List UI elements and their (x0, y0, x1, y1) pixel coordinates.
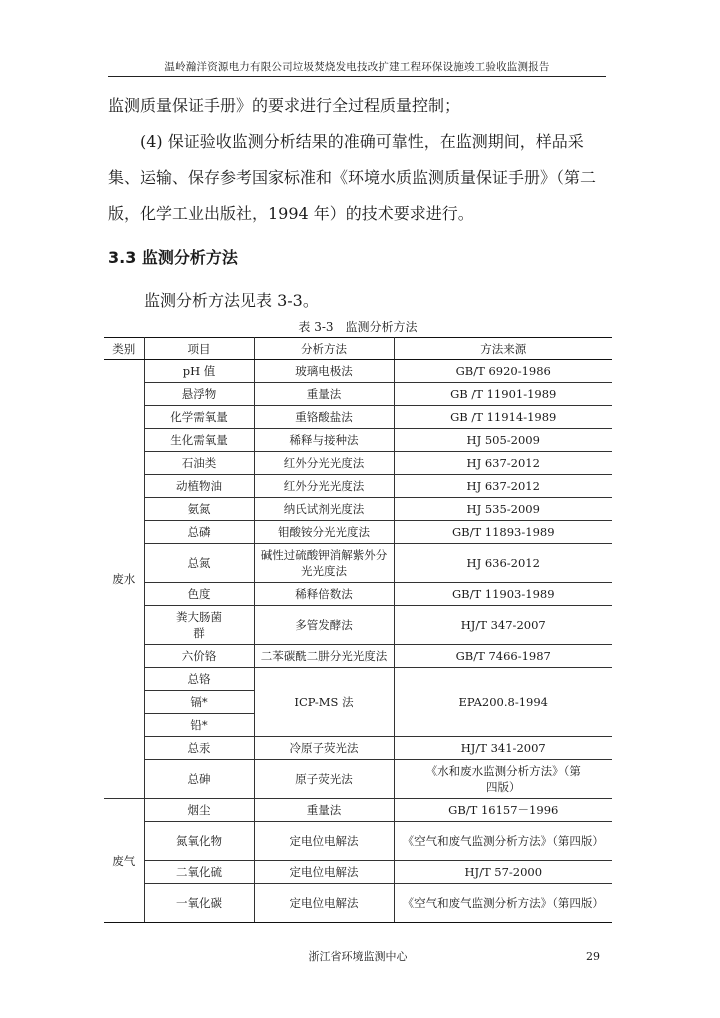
cell-method: 稀释与接种法 (254, 429, 394, 452)
cell-item: 铅* (144, 714, 254, 737)
cell-method: 定电位电解法 (254, 822, 394, 861)
table-row (104, 737, 612, 760)
cell-item: 总磷 (144, 521, 254, 544)
cell-method: 玻璃电极法 (254, 360, 394, 383)
table-row (104, 884, 612, 923)
cell-item: 粪大肠菌群 (144, 606, 254, 645)
cell-source: GB /T 11914-1989 (394, 406, 612, 429)
table-row (104, 521, 612, 544)
header-method: 分析方法 (254, 338, 394, 360)
table-row (104, 606, 612, 645)
cell-item: 总汞 (144, 737, 254, 760)
cell-source: HJ/T 341-2007 (394, 737, 612, 760)
cell-item: 二氧化硫 (144, 861, 254, 884)
paragraph-continuation: 监测质量保证手册》的要求进行全过程质量控制； (108, 96, 461, 115)
table-row (104, 799, 612, 822)
cell-item: 色度 (144, 583, 254, 606)
cell-method: 红外分光光度法 (254, 452, 394, 475)
cell-method: 二苯碳酰二肼分光光度法 (254, 645, 394, 668)
cell-method: 多管发酵法 (254, 606, 394, 645)
cell-source: GB/T 11903-1989 (394, 583, 612, 606)
cell-item: 总铬 (144, 668, 254, 691)
page-number: 29 (586, 950, 600, 963)
cell-method: 重量法 (254, 383, 394, 406)
cell-method: 重量法 (254, 799, 394, 822)
cell-method: 稀释倍数法 (254, 583, 394, 606)
table-row (104, 760, 612, 799)
cell-source-merged: EPA200.8-1994 (394, 668, 612, 737)
table-row (104, 360, 612, 383)
cell-method: 钼酸铵分光光度法 (254, 521, 394, 544)
cell-source: GB/T 11893-1989 (394, 521, 612, 544)
header-source: 方法来源 (394, 338, 612, 360)
cell-method: 纳氏试剂光度法 (254, 498, 394, 521)
cell-item: 一氧化碳 (144, 884, 254, 923)
cell-source: GB/T 7466-1987 (394, 645, 612, 668)
cell-method: 碱性过硫酸钾消解紫外分光光度法 (254, 544, 394, 583)
cell-source: HJ 505-2009 (394, 429, 612, 452)
cell-item: 动植物油 (144, 475, 254, 498)
table-row (104, 822, 612, 861)
cell-source: GB/T 16157－1996 (394, 799, 612, 822)
cell-source: GB /T 11901-1989 (394, 383, 612, 406)
section-title: 3.3 监测分析方法 (108, 248, 238, 267)
table-row (104, 498, 612, 521)
table-row (104, 645, 612, 668)
cell-source: HJ/T 57-2000 (394, 861, 612, 884)
cell-source: 《空气和废气监测分析方法》（第四版） (394, 884, 612, 923)
cell-item: 总砷 (144, 760, 254, 799)
cell-source: HJ 535-2009 (394, 498, 612, 521)
cell-item: 氮氧化物 (144, 822, 254, 861)
category-exhaust-gas: 废气 (104, 799, 144, 923)
cell-source: HJ/T 347-2007 (394, 606, 612, 645)
cell-item: 六价铬 (144, 645, 254, 668)
page-header: 温岭瀚洋资源电力有限公司垃圾焚烧发电技改扩建工程环保设施竣工验收监测报告 (108, 58, 606, 77)
table-row (104, 383, 612, 406)
cell-item: 悬浮物 (144, 383, 254, 406)
cell-source: GB/T 6920-1986 (394, 360, 612, 383)
cell-item: pH 值 (144, 360, 254, 383)
cell-method: 定电位电解法 (254, 884, 394, 923)
cell-method-merged: ICP-MS 法 (254, 668, 394, 737)
cell-item: 总氮 (144, 544, 254, 583)
table-row (104, 429, 612, 452)
cell-source: HJ 636-2012 (394, 544, 612, 583)
cell-method: 红外分光光度法 (254, 475, 394, 498)
table-row (104, 861, 612, 884)
category-wastewater: 废水 (104, 360, 144, 799)
cell-method: 重铬酸盐法 (254, 406, 394, 429)
cell-item: 化学需氧量 (144, 406, 254, 429)
cell-item: 镉* (144, 691, 254, 714)
cell-item: 石油类 (144, 452, 254, 475)
header-item: 项目 (144, 338, 254, 360)
cell-source: 《水和废水监测分析方法》（第四版） (394, 760, 612, 799)
table-row (104, 544, 612, 583)
analysis-methods-table (104, 337, 612, 923)
paragraph-table-reference: 监测分析方法见表 3-3。 (144, 291, 319, 310)
cell-method: 定电位电解法 (254, 861, 394, 884)
table-caption: 表 3-3 监测分析方法 (298, 320, 418, 334)
header-category: 类别 (104, 338, 144, 360)
cell-source: HJ 637-2012 (394, 475, 612, 498)
table-row (104, 406, 612, 429)
cell-source: HJ 637-2012 (394, 452, 612, 475)
cell-item: 生化需氧量 (144, 429, 254, 452)
cell-method: 冷原子荧光法 (254, 737, 394, 760)
paragraph-sampling-quality: (4) 保证验收监测分析结果的准确可靠性，在监测期间，样品采集、运输、保存参考国家标准和《环境水质监测质量保证手册》（第二版，化学工业出版社，1994 年）的技术要求进行。 (108, 132, 597, 223)
page-footer-org: 浙江省环境监测中心 (308, 950, 408, 963)
table-row (104, 475, 612, 498)
cell-item: 氨氮 (144, 498, 254, 521)
table-row (104, 583, 612, 606)
table-row (104, 452, 612, 475)
cell-item: 烟尘 (144, 799, 254, 822)
table-row (104, 668, 612, 691)
table-header-row (104, 338, 612, 360)
cell-source: 《空气和废气监测分析方法》（第四版） (394, 822, 612, 861)
cell-method: 原子荧光法 (254, 760, 394, 799)
